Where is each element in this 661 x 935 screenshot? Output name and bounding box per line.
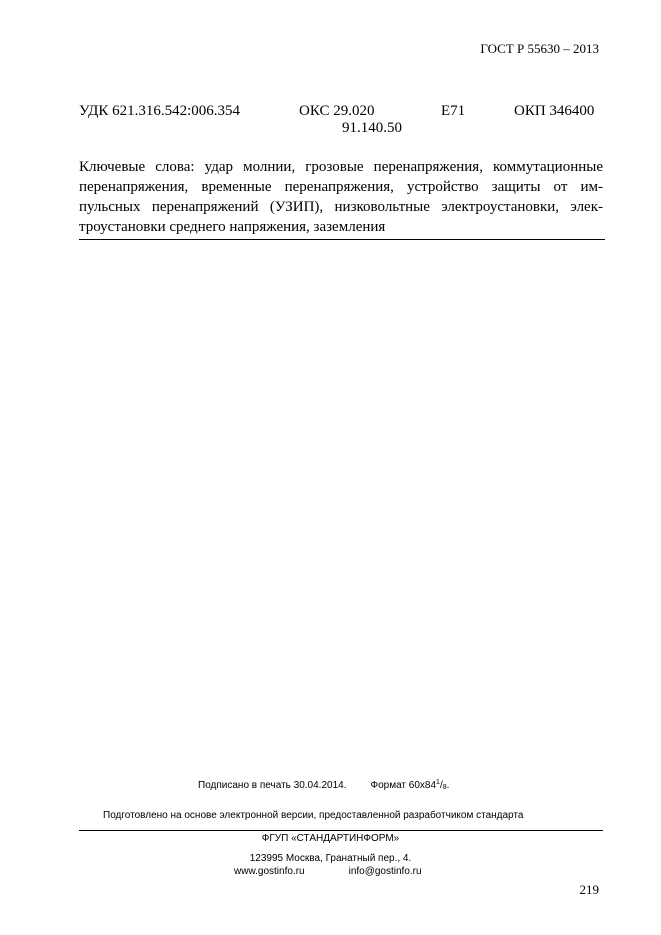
- oks-code-line1: ОКС 29.020: [299, 103, 375, 119]
- keywords-divider: [79, 239, 605, 240]
- oks-code: [299, 103, 402, 137]
- e-code: Е71: [441, 103, 466, 119]
- organization-address: 123995 Москва, Гранатный пер., 4.: [249, 853, 412, 864]
- signed-line: [198, 780, 449, 791]
- organization-name: ФГУП «СТАНДАРТИНФОРМ»: [261, 833, 400, 844]
- website-link[interactable]: www.gostinfo.ru: [234, 866, 305, 877]
- okp-code: ОКП 346400: [514, 103, 595, 119]
- keywords-paragraph: [79, 157, 603, 237]
- keywords-line: перенапряжения, временные перенапряжения, устройство защиты от им-: [79, 179, 603, 195]
- udk-code: УДК 621.316.542:006.354: [79, 103, 241, 119]
- keywords-line: пульсных перенапряжений (УЗИП), низковольтные электроустановки, элек-: [79, 199, 603, 215]
- keywords-line: Ключевые слова: удар молнии, грозовые перенапряжения, коммутационные: [79, 159, 603, 175]
- page-number: 219: [579, 882, 599, 897]
- signed-date: Подписано в печать 30.04.2014.: [198, 780, 347, 791]
- classification-codes: [79, 103, 605, 143]
- keywords-line: троустановки среднего напряжения, заземления: [79, 219, 386, 235]
- paper-format: Формат $60х84^1/_8$.: [370, 779, 450, 791]
- email-link[interactable]: info@gostinfo.ru: [348, 866, 422, 877]
- prepared-note: Подготовлено на основе электронной версии, предоставленной разработчиком стандарта: [103, 810, 524, 821]
- footer-divider: [79, 830, 603, 831]
- oks-code-line2: 91.140.50: [342, 120, 402, 136]
- contacts-line: [234, 866, 422, 877]
- document-header-standard-id: ГОСТ Р 55630 – 2013: [480, 41, 599, 56]
